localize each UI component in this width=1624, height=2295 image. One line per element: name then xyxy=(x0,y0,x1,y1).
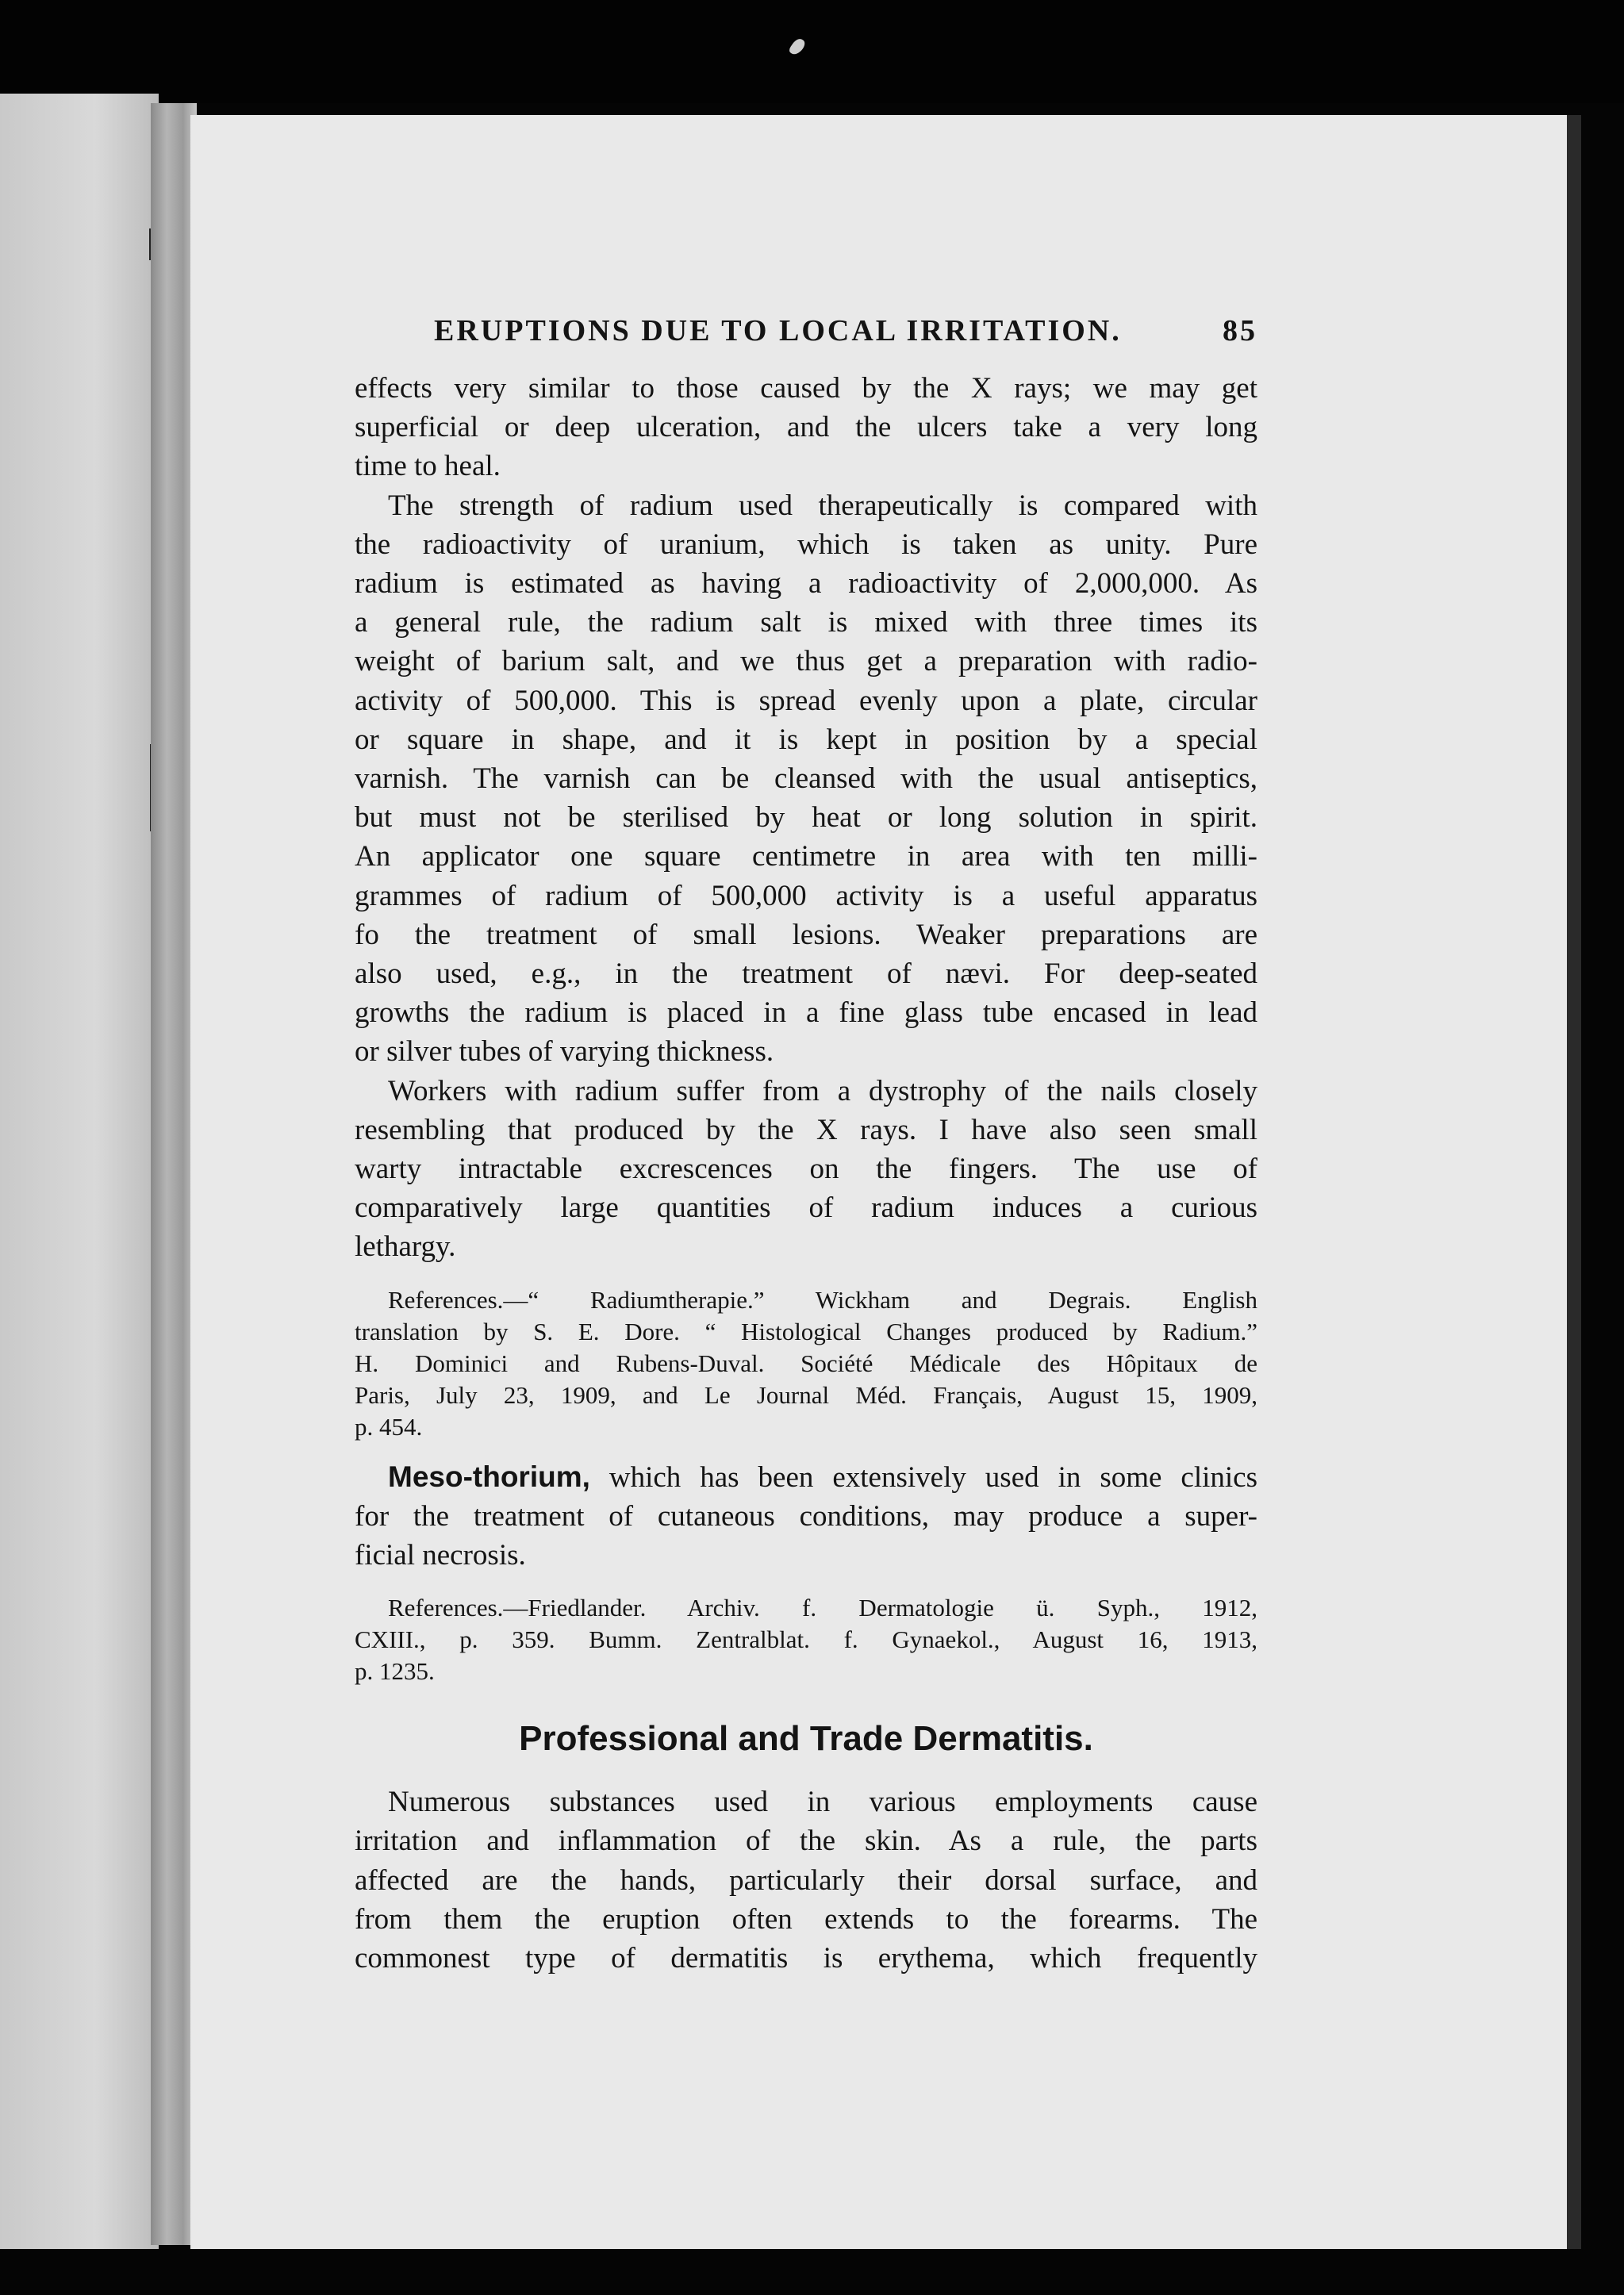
running-header xyxy=(355,313,1257,369)
paragraph-radium-workers: Workers with radium suffer from a dystrophy of the nails closely resembling that produced by the X rays. I have also seen small warty intractable excrescences on the fingers. The use of comparatively large quantities of radium induces a curious lethargy. xyxy=(355,1074,1257,1264)
section-heading: Professional and Trade Dermatitis. xyxy=(519,1719,1093,1759)
paragraph-radium-effects: effects very similar to those caused by the X rays; we may get superficial or deep ulceration, and the ulcers take a very long time to heal. xyxy=(355,372,1257,483)
references-radium: References.—“ Radiumtherapie.” Wickham and Degrais. English translation by S. E. Dore. “ Histological Changes produced by Radium.” H. Dominici and Rubens-Duval. Société Médicale des Hôpitaux de Paris, July 23, 1909, and Le Journal Méd. Français, August 15, 1909, p. 454. xyxy=(355,1285,1257,1441)
scan-background-top xyxy=(0,0,1624,103)
facing-page-edge xyxy=(0,94,159,2251)
page-number: 85 xyxy=(1223,314,1257,347)
paragraph-trade-dermatitis: Numerous substances used in various employments cause irritation and inflammation of the skin. As a rule, the parts affected are the hands, particularly their dorsal surface, and from them the eruption often extends to the forearms. The commonest type of dermatitis is erythema, which frequently xyxy=(355,1786,1257,1975)
running-title: ERUPTIONS DUE TO LOCAL IRRITATION. xyxy=(434,314,1122,347)
scan-background-bottom xyxy=(0,2249,1624,2295)
page-content xyxy=(355,313,1257,1978)
paragraph-meso-thorium: Meso-thorium, which has been extensively used in some clinics for the treatment of cutaneous conditions, may produce a super- ficial necrosis. xyxy=(355,1460,1257,1572)
page-edge-shadow xyxy=(1567,115,1581,2249)
meso-thorium-term: Meso-thorium, xyxy=(388,1460,590,1493)
references-meso-thorium: References.—Friedlander. Archiv. f. Dermatologie ü. Syph., 1912, CXIII., p. 359. Bumm. Zentralblat. f. Gynaekol., August 16, 1913, p. 1235. xyxy=(355,1594,1257,1686)
paragraph-radium-strength: The strength of radium used therapeutically is compared with the radioactivity of uranium, which is taken as unity. Pure radium is estimated as having a radioactivity of 2,000,000. As a general rule, the radium salt is mixed with three times its weight of barium salt, and we thus get a preparation with radio- activity of 500,000. This is spread evenly upon a plate, circular or square in shape, and it is kept in position by a special varnish. The varnish can be cleansed with the usual antiseptics, but must not be sterilised by heat or long solution in spirit. An applicator one square centimetre in area with ten milli- grammes of radium of 500,000 activity is a useful apparatus fo the treatment of small lesions. Weaker preparations are also used, e.g., in the treatment of nævi. For deep-seated growths the radium is placed in a fine glass tube encased in lead or silver tubes of varying thickness. xyxy=(355,489,1257,1069)
